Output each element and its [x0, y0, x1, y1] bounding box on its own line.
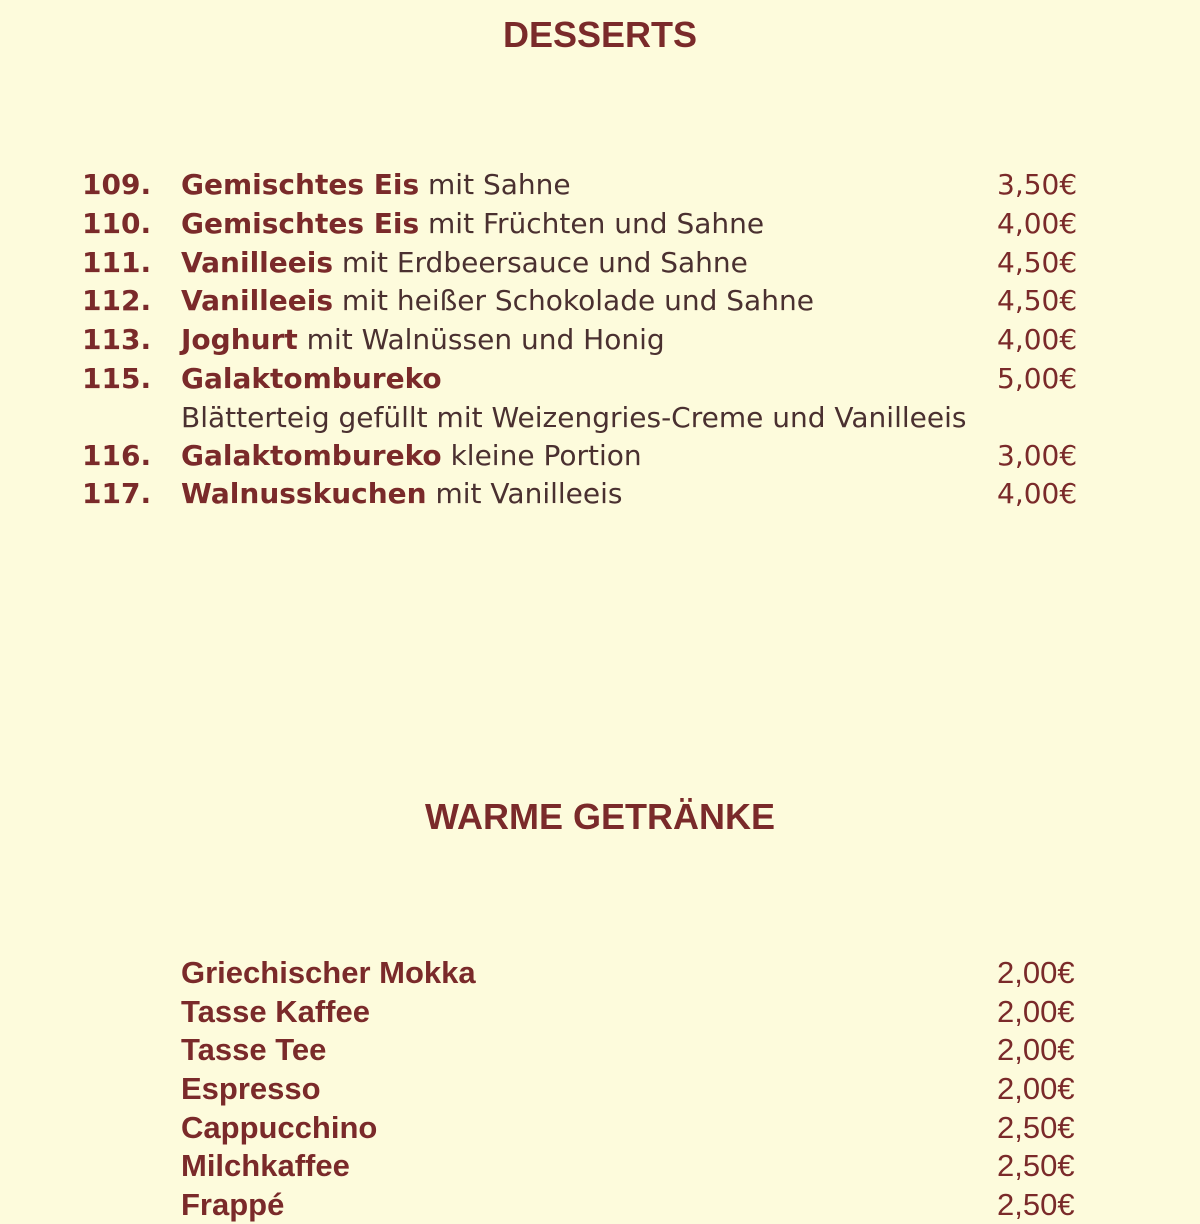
item-name: Vanilleeis [181, 246, 334, 279]
drink-item [0, 1070, 1200, 1108]
drink-item [0, 954, 1200, 992]
item-price: 4,50€ [997, 246, 1078, 279]
drink-price: 2,50€ [997, 1110, 1075, 1145]
drink-name: Frappé [181, 1187, 285, 1222]
item-number: 111. [82, 246, 152, 279]
menu-item [0, 438, 1200, 474]
drink-item [0, 1186, 1200, 1224]
menu-item [0, 167, 1200, 203]
item-name: Walnusskuchen [181, 477, 427, 510]
item-number: 117. [82, 477, 152, 510]
item-price: 4,00€ [997, 477, 1078, 510]
item-description [181, 167, 571, 203]
item-name: Galaktombureko [181, 362, 442, 395]
drink-price: 2,00€ [997, 994, 1075, 1029]
item-description [181, 245, 748, 281]
item-number: 115. [82, 362, 152, 395]
item-extra: mit Erdbeersauce und Sahne [333, 246, 748, 279]
drink-price: 2,50€ [997, 1187, 1075, 1222]
item-number: 113. [82, 323, 152, 356]
item-description [181, 206, 764, 242]
item-extra: mit Walnüssen und Honig [297, 323, 665, 356]
item-price: 3,00€ [997, 439, 1078, 472]
drink-price: 2,50€ [997, 1148, 1075, 1183]
menu-item-note [0, 400, 1200, 436]
item-extra: mit heißer Schokolade und Sahne [333, 284, 814, 317]
menu-item [0, 206, 1200, 242]
item-name: Galaktombureko [181, 439, 442, 472]
drink-name: Tasse Tee [181, 1032, 327, 1067]
item-number: 110. [82, 207, 152, 240]
item-note: Blätterteig gefüllt mit Weizengries-Creme und Vanilleeis [181, 401, 967, 434]
item-number: 109. [82, 168, 152, 201]
drink-name: Cappucchino [181, 1110, 378, 1145]
item-description [181, 361, 442, 397]
item-extra: kleine Portion [441, 439, 642, 472]
menu-item [0, 361, 1200, 397]
drink-item [0, 1147, 1200, 1185]
item-name: Vanilleeis [181, 284, 334, 317]
item-extra: mit Vanilleeis [426, 477, 623, 510]
item-name: Gemischtes Eis [181, 168, 420, 201]
drink-item [0, 1109, 1200, 1147]
item-number: 116. [82, 439, 152, 472]
drink-price: 2,00€ [997, 955, 1075, 990]
drink-name: Milchkaffee [181, 1148, 350, 1183]
warm-drinks-heading: WARME GETRÄNKE [425, 796, 775, 837]
menu-item [0, 283, 1200, 319]
item-description [181, 322, 665, 358]
drink-item [0, 993, 1200, 1031]
drink-price: 2,00€ [997, 1071, 1075, 1106]
drink-name: Espresso [181, 1071, 321, 1106]
item-price: 4,00€ [997, 207, 1078, 240]
drink-name: Tasse Kaffee [181, 994, 370, 1029]
item-name: Joghurt [181, 323, 298, 356]
item-name: Gemischtes Eis [181, 207, 420, 240]
item-extra: mit Sahne [419, 168, 571, 201]
drink-name: Griechischer Mokka [181, 955, 476, 990]
item-price: 4,00€ [997, 323, 1078, 356]
item-description [181, 476, 622, 512]
item-description [181, 283, 814, 319]
menu-item [0, 245, 1200, 281]
menu-item [0, 322, 1200, 358]
item-price: 5,00€ [997, 362, 1078, 395]
item-price: 3,50€ [997, 168, 1078, 201]
item-extra: mit Früchten und Sahne [419, 207, 765, 240]
menu-item [0, 476, 1200, 512]
desserts-heading: DESSERTS [502, 14, 698, 55]
item-price: 4,50€ [997, 284, 1078, 317]
item-description [181, 438, 642, 474]
drink-item [0, 1031, 1200, 1069]
drink-price: 2,00€ [997, 1032, 1075, 1067]
item-number: 112. [82, 284, 152, 317]
